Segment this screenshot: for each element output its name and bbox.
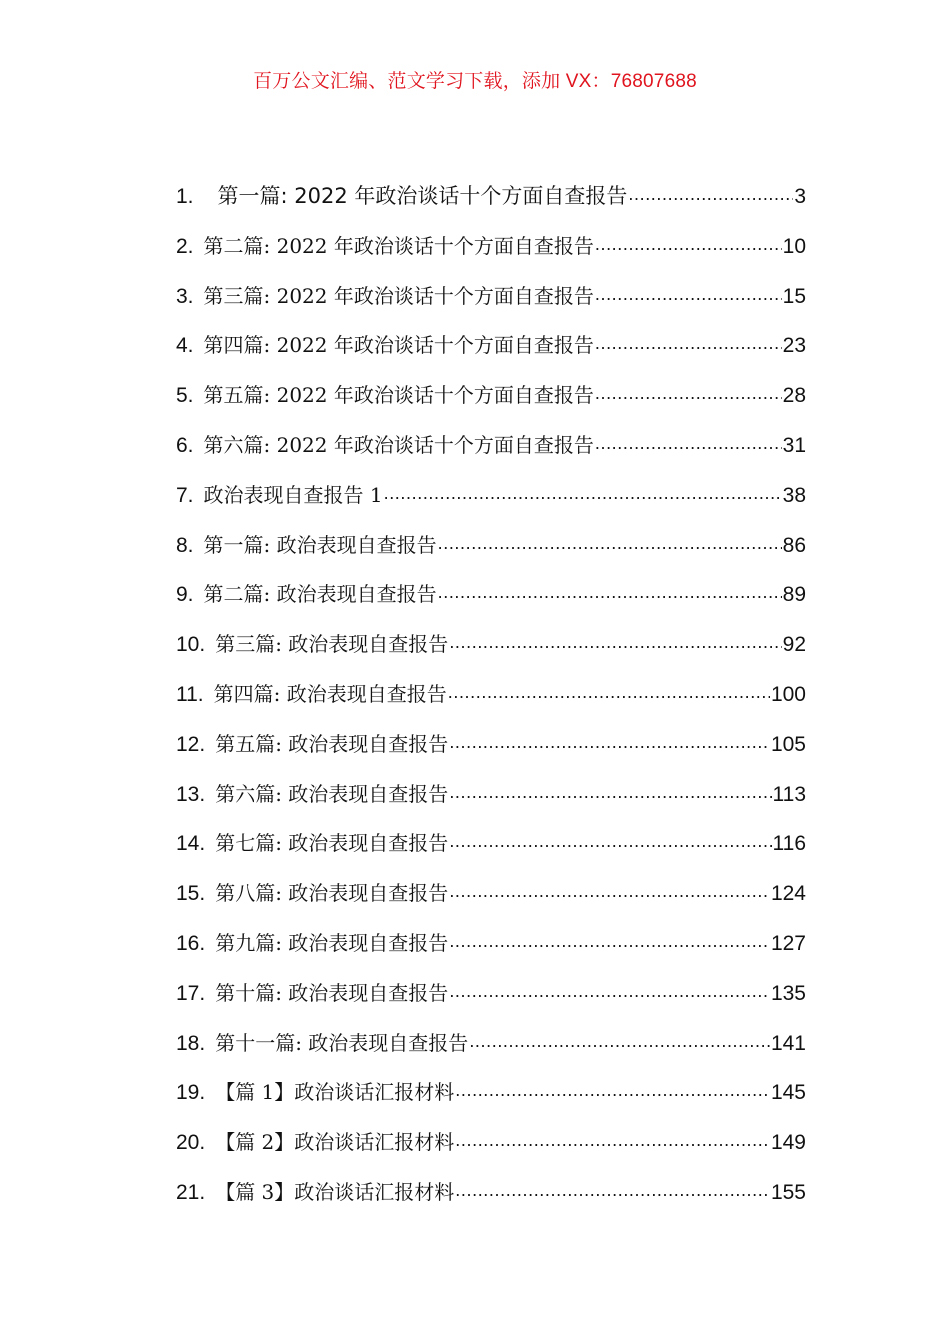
toc-entry-title: 第二篇: 政治表现自查报告 xyxy=(203,582,437,607)
toc-entry-title: 第一篇: 2022 年政治谈话十个方面自查报告 xyxy=(217,184,628,208)
toc-entry-page: 100 xyxy=(770,682,806,706)
dot-leader xyxy=(449,929,770,950)
toc-entry-number: 16. xyxy=(176,931,206,955)
toc-entry[interactable] xyxy=(176,479,806,529)
toc-entry[interactable] xyxy=(176,778,806,828)
dot-leader xyxy=(455,1178,770,1199)
toc-entry-page: 89 xyxy=(782,583,806,607)
toc-entry-number: 6. xyxy=(176,433,194,457)
toc-entry[interactable] xyxy=(176,1126,806,1176)
toc-entry[interactable] xyxy=(176,329,806,379)
toc-entry-number: 10. xyxy=(176,633,206,657)
toc-entry-page: 155 xyxy=(770,1180,806,1204)
dot-leader xyxy=(595,232,782,253)
toc-entry-number: 14. xyxy=(176,832,206,856)
toc-entry-page: 149 xyxy=(770,1131,806,1155)
toc-entry-title: 【篇 1】政治谈话汇报材料 xyxy=(215,1080,455,1105)
toc-entry[interactable] xyxy=(176,578,806,628)
dot-leader xyxy=(449,979,770,1000)
dot-leader xyxy=(449,730,770,751)
toc-entry-number: 3. xyxy=(176,284,194,308)
dot-leader xyxy=(455,1128,770,1149)
toc-entry-number: 13. xyxy=(176,782,206,806)
toc-entry[interactable] xyxy=(176,977,806,1027)
dot-leader xyxy=(595,331,782,352)
toc-entry-number: 18. xyxy=(176,1031,206,1055)
toc-entry-title: 第五篇: 2022 年政治谈话十个方面自查报告 xyxy=(203,383,594,408)
toc-entry-page: 124 xyxy=(770,882,806,906)
dot-leader xyxy=(449,630,781,651)
toc-entry-title: 第七篇: 政治表现自查报告 xyxy=(215,831,449,856)
toc-entry[interactable] xyxy=(176,379,806,429)
dot-leader xyxy=(448,680,770,701)
toc-entry-page: 116 xyxy=(772,832,806,856)
dot-leader xyxy=(455,1078,770,1099)
toc-entry[interactable] xyxy=(176,628,806,678)
toc-entry-number: 20. xyxy=(176,1131,206,1155)
toc-entry-title: 【篇 3】政治谈话汇报材料 xyxy=(215,1179,455,1204)
toc-entry-title: 第三篇: 政治表现自查报告 xyxy=(215,632,449,657)
toc-entry-page: 113 xyxy=(772,782,806,806)
toc-entry-page: 3 xyxy=(794,185,806,208)
toc-entry-page: 15 xyxy=(782,284,806,308)
toc-entry[interactable] xyxy=(176,230,806,280)
toc-entry[interactable] xyxy=(176,180,806,230)
toc-entry-number: 2. xyxy=(176,234,194,258)
toc-entry-title: 第六篇: 2022 年政治谈话十个方面自查报告 xyxy=(203,432,594,457)
toc-entry-number: 19. xyxy=(176,1081,206,1105)
toc-entry-number: 21. xyxy=(176,1180,206,1204)
toc-entry-page: 38 xyxy=(782,483,806,507)
table-of-contents xyxy=(176,180,806,1226)
toc-entry-number: 7. xyxy=(176,483,194,507)
dot-leader xyxy=(449,829,771,850)
toc-entry-title: 第一篇: 政治表现自查报告 xyxy=(203,532,437,557)
toc-entry[interactable] xyxy=(176,1027,806,1077)
toc-entry-number: 17. xyxy=(176,981,206,1005)
toc-entry-page: 31 xyxy=(782,433,806,457)
toc-entry-number: 15. xyxy=(176,882,206,906)
toc-entry-page: 86 xyxy=(782,533,806,557)
toc-entry[interactable] xyxy=(176,678,806,728)
toc-entry-page: 127 xyxy=(770,931,806,955)
toc-entry-number: 11. xyxy=(176,682,204,706)
toc-entry-number: 12. xyxy=(176,732,206,756)
toc-entry[interactable] xyxy=(176,429,806,479)
toc-entry[interactable] xyxy=(176,827,806,877)
toc-entry[interactable] xyxy=(176,927,806,977)
toc-entry-page: 92 xyxy=(782,633,806,657)
toc-entry-title: 第四篇: 2022 年政治谈话十个方面自查报告 xyxy=(203,333,594,358)
dot-leader xyxy=(449,879,770,900)
toc-entry-number: 1. xyxy=(176,185,194,208)
toc-entry-title: 【篇 2】政治谈话汇报材料 xyxy=(215,1130,455,1155)
toc-entry[interactable] xyxy=(176,280,806,330)
dot-leader xyxy=(595,282,782,303)
dot-leader xyxy=(438,531,782,552)
toc-entry-number: 8. xyxy=(176,533,194,557)
toc-entry-number: 4. xyxy=(176,334,194,358)
toc-entry-title: 第八篇: 政治表现自查报告 xyxy=(215,881,449,906)
toc-entry[interactable] xyxy=(176,877,806,927)
dot-leader xyxy=(595,431,782,452)
toc-entry-number: 5. xyxy=(176,384,194,408)
toc-entry[interactable] xyxy=(176,1076,806,1126)
toc-entry-page: 141 xyxy=(770,1031,806,1055)
dot-leader xyxy=(438,580,782,601)
toc-entry-number: 9. xyxy=(176,583,194,607)
dot-leader xyxy=(449,780,771,801)
dot-leader xyxy=(628,182,793,203)
toc-entry[interactable] xyxy=(176,529,806,579)
toc-entry-title: 第三篇: 2022 年政治谈话十个方面自查报告 xyxy=(203,283,594,308)
toc-entry-page: 135 xyxy=(770,981,806,1005)
toc-entry-page: 23 xyxy=(782,334,806,358)
toc-entry-title: 第五篇: 政治表现自查报告 xyxy=(215,731,449,756)
toc-entry-title: 第二篇: 2022 年政治谈话十个方面自查报告 xyxy=(203,233,594,258)
dot-leader xyxy=(595,381,782,402)
toc-entry-page: 10 xyxy=(782,234,806,258)
toc-entry-title: 第十一篇: 政治表现自查报告 xyxy=(215,1030,469,1055)
watermark-header: 百万公文汇编、范文学习下载，添加 VX：76807688 xyxy=(253,71,697,92)
toc-entry-title: 第六篇: 政治表现自查报告 xyxy=(215,781,449,806)
toc-entry[interactable] xyxy=(176,1176,806,1226)
dot-leader xyxy=(384,481,782,502)
toc-entry[interactable] xyxy=(176,728,806,778)
toc-entry-page: 28 xyxy=(782,384,806,408)
toc-entry-title: 政治表现自查报告 1 xyxy=(203,482,383,507)
dot-leader xyxy=(469,1029,770,1050)
toc-entry-page: 105 xyxy=(770,732,806,756)
toc-entry-page: 145 xyxy=(770,1081,806,1105)
toc-entry-title: 第九篇: 政治表现自查报告 xyxy=(215,930,449,955)
toc-entry-title: 第四篇: 政治表现自查报告 xyxy=(213,681,447,706)
toc-entry-title: 第十篇: 政治表现自查报告 xyxy=(215,980,449,1005)
